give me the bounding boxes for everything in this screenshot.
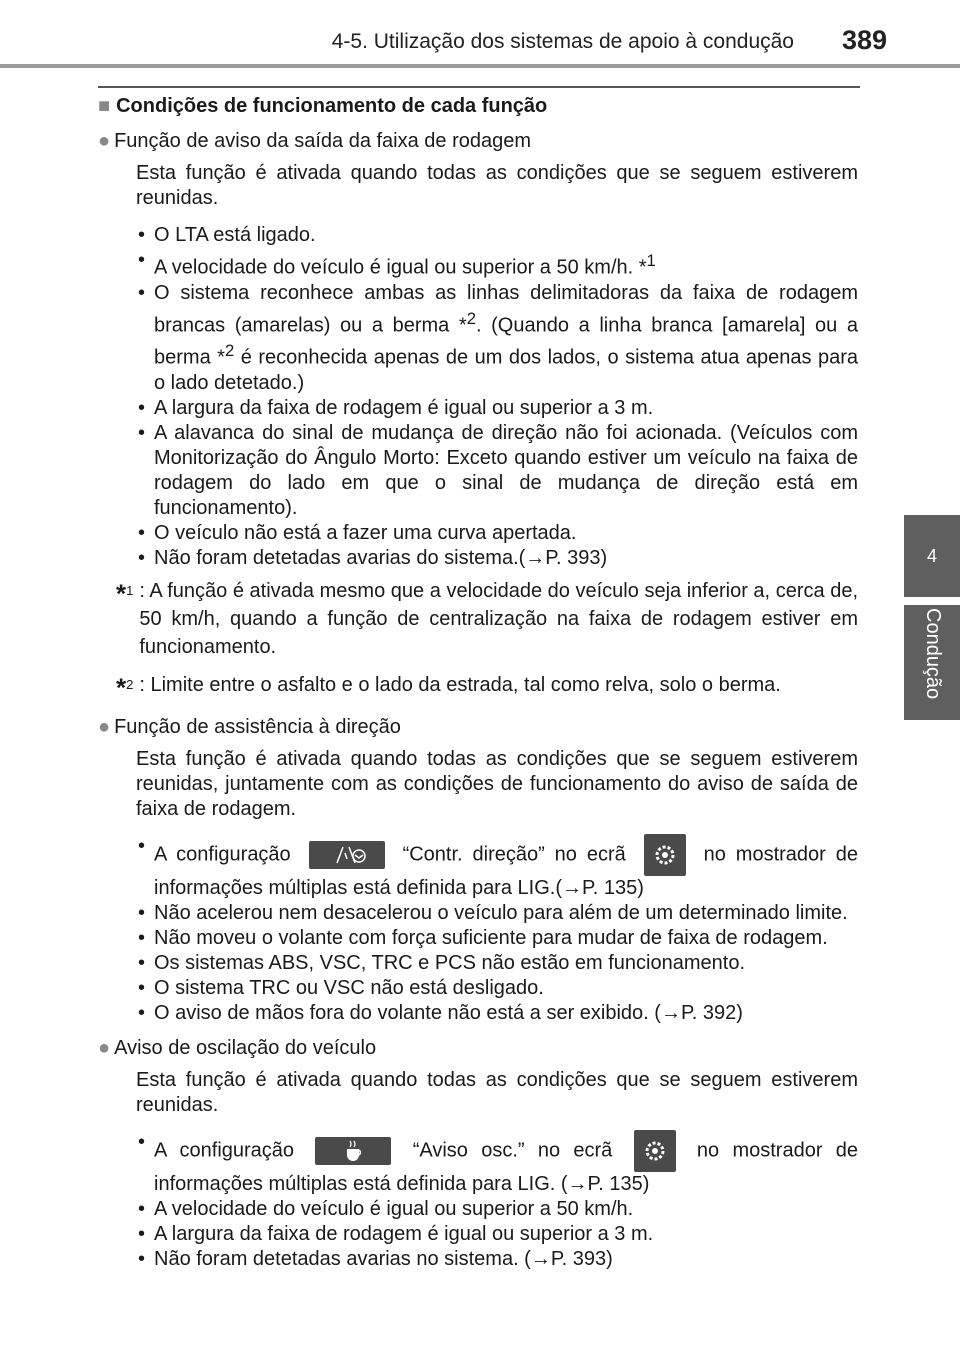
- chapter-tab-number[interactable]: 4: [904, 515, 960, 597]
- list-item: • A largura da faixa de rodagem é igual ou superior a 3 m.: [136, 396, 858, 421]
- function-title-text: Aviso de oscilação do veículo: [114, 1036, 377, 1059]
- page-number: 389: [842, 25, 888, 55]
- list-item: • A configuração “Contr. direção” no ecrã no mostrador de informações múltiplas está definida para LIG.(→P. 135): [136, 834, 858, 901]
- header-rule: [0, 64, 960, 68]
- list-item: • A configuração “Aviso osc.” no ecrã no mostrador de informações múltiplas está definida para LIG. (→P. 135): [136, 1130, 858, 1197]
- footnote-ref: 2: [224, 341, 235, 361]
- list-item: • A velocidade do veículo é igual ou superior a 50 km/h. *$^1$: [136, 248, 858, 281]
- circle-bullet-icon: ●: [98, 130, 111, 152]
- list-item: • O aviso de mãos fora do volante não está a ser exibido. (→P. 392): [136, 1001, 858, 1026]
- list-item: • Não foram detetadas avarias do sistema.(→P. 393): [136, 546, 858, 571]
- function-title-text: Função de aviso da saída da faixa de rodagem: [114, 130, 532, 152]
- condition-list: [136, 223, 858, 571]
- coffee-cup-icon: [315, 1137, 391, 1165]
- section-rule: [98, 86, 860, 88]
- condition-list: [136, 834, 858, 1026]
- square-bullet-icon: ■: [98, 95, 111, 117]
- list-item: • O sistema reconhece ambas as linhas delimitadoras da faixa de rodagem brancas (amarelas) ou a berma *$^2$. (Quando a linha branca [amarela] ou a berma *$^2$ é reconhecida apenas de um dos lados, o sistema atua apenas para o lado detetado.): [136, 281, 858, 396]
- section-title-text: Condições de funcionamento de cada função: [116, 95, 548, 117]
- function-title-lane-departure: [98, 129, 858, 154]
- settings-gear-icon: [644, 834, 686, 876]
- section-title: [98, 94, 858, 119]
- main-content: [98, 94, 858, 1278]
- function-title-text: Função de assistência à direção: [114, 715, 401, 738]
- circle-bullet-icon: ●: [98, 715, 111, 738]
- function-intro: Esta função é ativada quando todas as condições que se seguem estiverem reunidas.: [136, 162, 858, 209]
- list-item: • Não foram detetadas avarias no sistema. (→P. 393): [136, 1247, 858, 1272]
- list-item: • A alavanca do sinal de mudança de direção não foi acionada. (Veículos com Monitorização do Ângulo Morto: Exceto quando estiver um veículo na faixa de rodagem do lado em que o sinal de mudança de direção está em funcionamento).: [136, 421, 858, 521]
- function-intro: Esta função é ativada quando todas as condições que se seguem estiverem reunidas.: [136, 1068, 858, 1116]
- list-item: • Os sistemas ABS, VSC, TRC e PCS não estão em funcionamento.: [136, 951, 858, 976]
- function-title-steering-assist: [98, 715, 858, 740]
- footnote-ref: 1: [646, 251, 656, 270]
- function-title-sway-warning: [98, 1036, 858, 1061]
- list-item: • A velocidade do veículo é igual ou superior a 50 km/h.: [136, 1197, 858, 1222]
- settings-gear-icon: [634, 1130, 676, 1172]
- condition-list: [136, 1130, 858, 1272]
- list-item: • O veículo não está a fazer uma curva apertada.: [136, 521, 858, 546]
- footnote-2: *$^2$ : Limite entre o asfalto e o lado da estrada, tal como relva, solo o berma.: [116, 672, 781, 703]
- header-title: 4-5. Utilização dos sistemas de apoio à condução: [331, 30, 794, 53]
- chapter-tab-label[interactable]: [904, 605, 960, 720]
- footnote-ref: 2: [466, 308, 476, 328]
- list-item: • Não moveu o volante com força suficiente para mudar de faixa de rodagem.: [136, 926, 858, 951]
- list-item: • O sistema TRC ou VSC não está desligado.: [136, 976, 858, 1001]
- list-item: • Não acelerou nem desacelerou o veículo para além de um determinado limite.: [136, 901, 858, 926]
- function-intro: Esta função é ativada quando todas as condições que se seguem estiverem reunidas, juntamente com as condições de funcionamento do aviso de saída de faixa de rodagem.: [136, 747, 858, 820]
- steering-assist-icon: [309, 841, 385, 869]
- footnote-1: *$^1$ : A função é ativada mesmo que a velocidade do veículo seja inferior a, cerca de, 50 km/h, quando a função de centralização na faixa de rodagem estiver em funcionamento.: [116, 578, 858, 658]
- list-item: • A largura da faixa de rodagem é igual ou superior a 3 m.: [136, 1222, 858, 1247]
- chapter-tab-label-text: Condução: [922, 608, 944, 700]
- list-item: • O LTA está ligado.: [136, 223, 858, 248]
- circle-bullet-icon: ●: [98, 1036, 111, 1059]
